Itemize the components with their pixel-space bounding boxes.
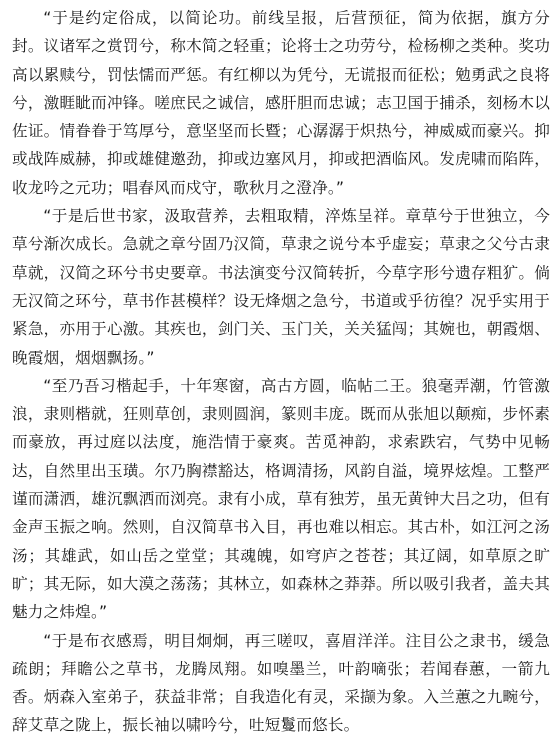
paragraph-4: “于是布衣感焉，明目炯炯，再三嗟叹，喜眉洋洋。注目公之隶书，缓急疏朗；拜瞻公之草书，龙腾凤翔。如嗅墨兰，叶韵嘀张；若闻春蕙，一箭九香。炳森入室弟子，获益非常；自我造化有灵，采撷为象。入兰蕙之九畹兮，辞艾草之陇上，振长袖以啸吟兮，吐短鬘而悠长。 [12,631,550,735]
paragraph-3: “至乃吾习楷起手，十年寒窗，高古方圆，临帖二王。狼毫弄潮，竹管激浪，隶则楷就，狂则草创，隶则圆润，篆则丰庞。既而从张旭以颠痴，步怀素而豪放，再过庭以法度，施浩情于豪爽。苦觅神韵，求索跌宕，气势中见畅达，自然里出玉璜。尔乃胸襟豁达，格调清扬，风韵自溢，境界炫煌。工整严谨而潇洒，雄沉飘洒而浏亮。隶有小成，草有独芳，虽无黄钟大吕之功，但有金声玉振之响。然则，自汉简草书入目，再也难以相忘。其古朴，如江河之汤汤；其雄武，如山岳之堂堂；其魂魄，如穹庐之苍苍；其辽阔，如草原之旷旷；其无际，如大漠之荡荡；其林立，如森林之莽莽。所以吸引我者，盖夫其魅力之炜煌。” [12,376,550,622]
paragraph-1: “于是约定俗成，以简论功。前线呈报，后营预征，简为依据，旗方分封。议诸军之赏罚兮，称木简之轻重；论将士之功劳兮，检杨柳之类种。奖功高以累赎兮，罚怯懦而严惩。有红柳以为凭兮，无谎报而征松；勉勇武之良将兮，激睚眦而冲锋。嗟庶民之诚信，感肝胆而忠诚；志卫国于捕杀，刻杨木以佐证。情眷眷于笃厚兮，意坚坚而长暨；心潺潺于炽热兮，神威威而豪兴。抑或战阵威赫，抑或雄健邀劲，抑或边塞风月，抑或把酒临风。发虎啸而陷阵，收龙吟之元功；唱春风而戍守，歌秋月之澄净。” [12,9,550,197]
paragraph-2: “于是后世书家，汲取营养，去粗取精，淬炼呈祥。章草兮于世独立，今草兮渐次成长。急就之章兮固乃汉简，草隶之说兮本乎虚妄；草隶之父兮古隶草就，汉简之环兮书史要章。书法演变兮汉简转折，今草字形兮遗存粗犷。倘无汉简之环兮，草书作甚模样？设无烽烟之急兮，书道或乎彷徨？况乎实用于紧急，亦用于心激。其疾也，剑门关、玉门关，关关猛闯；其婉也，朝霞烟、晚霞烟，烟烟飘扬。” [12,207,550,367]
